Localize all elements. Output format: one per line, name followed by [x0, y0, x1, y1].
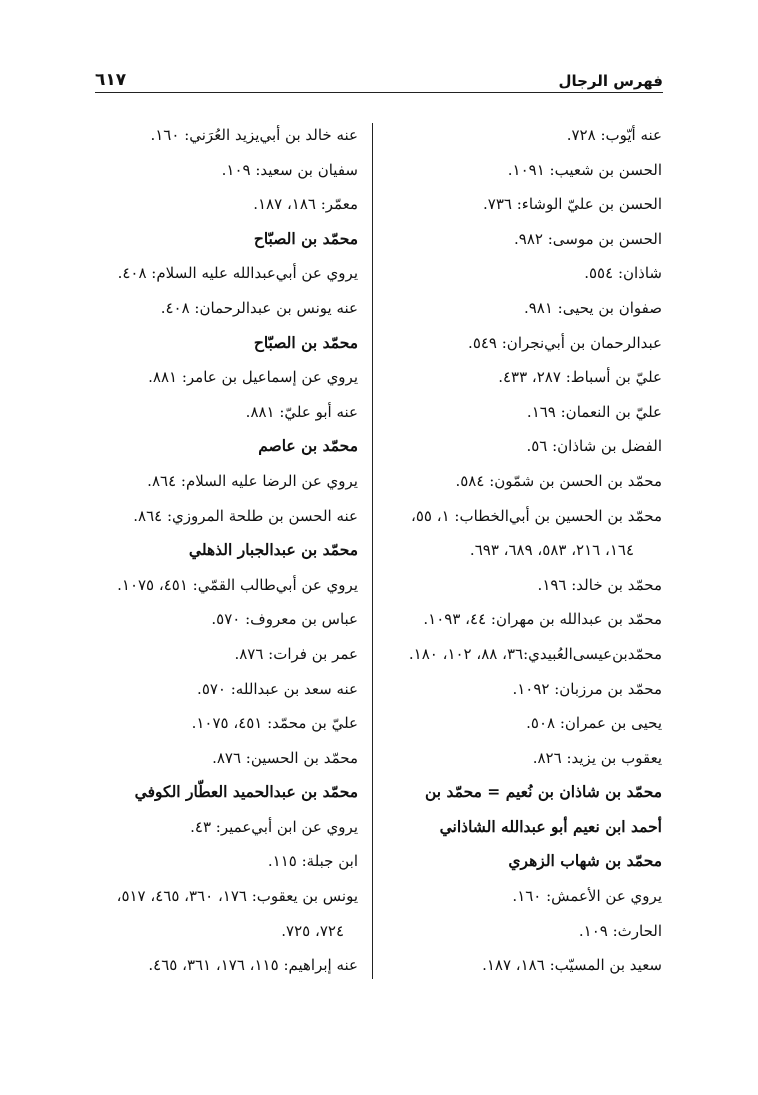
- index-entry: محمّدبن‌عيسى‌العُبيدي:٣٦، ٨٨، ١٠٢، ١٨٠.: [408, 644, 662, 663]
- index-entry: الحسن بن موسى: ٩٨٢.: [514, 229, 662, 248]
- page-number: ٦١٧: [95, 70, 127, 90]
- index-entry: محمّد بن عبدالله بن مهران: ٤٤، ١٠٩٣.: [423, 610, 662, 629]
- index-heading: محمّد بن الصبّاح: [253, 332, 358, 352]
- index-entry: عبدالرحمان بن أبي‌نجران: ٥٤٩.: [468, 333, 662, 352]
- index-heading: محمّد بن عبدالجبار الذهلي: [188, 540, 358, 560]
- index-entry: يروي عن أبي‌عبدالله عليه السلام: ٤٠٨.: [117, 264, 358, 283]
- index-entry: يونس بن يعقوب: ١٧٦، ٣٦٠، ٤٦٥، ٥١٧،: [116, 887, 358, 906]
- index-entry: سعيد بن المسيّب: ١٨٦، ١٨٧.: [482, 956, 662, 975]
- index-entry: محمّد بن الحسن بن شمّون: ٥٨٤.: [455, 471, 662, 490]
- index-entry: عليّ بن النعمان: ١٦٩.: [526, 402, 662, 421]
- index-entry: يحيى بن عمران: ٥٠٨.: [526, 714, 662, 733]
- index-heading: محمّد بن عاصم: [258, 436, 358, 456]
- index-heading: محمّد بن شاذان بن نُعيم = محمّد بن: [425, 782, 662, 802]
- index-entry: عنه أيّوب: ٧٢٨.: [566, 126, 662, 144]
- index-entry: عنه خالد بن أبي‌يزيد العُرَني: ١٦٠.: [150, 126, 358, 144]
- index-entry: الحسن بن شعيب: ١٠٩١.: [507, 160, 662, 179]
- page-header: [95, 62, 663, 90]
- index-entry: عنه إبراهيم: ١١٥، ١٧٦، ٣٦١، ٤٦٥.: [148, 956, 358, 975]
- index-entry: محمّد بن الحسين: ٨٧٦.: [212, 748, 358, 767]
- index-heading: أحمد ابن نعيم أبو عبدالله الشاذاني: [439, 816, 662, 836]
- index-entry: يروي عن أبي‌طالب القمّي: ٤٥١، ١٠٧٥.: [117, 575, 358, 594]
- index-entry: محمّد بن الحسين بن أبي‌الخطاب: ١، ٥٥،: [411, 506, 662, 525]
- index-entry: صفوان بن يحيى: ٩٨١.: [523, 298, 662, 317]
- index-entry: عليّ بن أسباط: ٢٨٧، ٤٣٣.: [498, 368, 662, 387]
- index-continuation: ٧٢٤، ٧٢٥.: [281, 921, 344, 940]
- index-entry: ابن جبلة: ١١٥.: [267, 852, 358, 871]
- index-entry: يروي عن الرضا عليه السلام: ٨٦٤.: [147, 471, 358, 490]
- index-heading: محمّد بن الصبّاح: [253, 228, 358, 248]
- index-entry: يروي عن إسماعيل بن عامر: ٨٨١.: [148, 368, 358, 387]
- index-entry: عباس بن معروف: ٥٧٠.: [211, 610, 358, 629]
- index-entry: يعقوب بن يزيد: ٨٢٦.: [532, 748, 662, 767]
- index-heading: محمّد بن شهاب الزهري: [508, 851, 662, 871]
- index-heading: محمّد بن عبدالحميد العطّار الكوفي: [134, 782, 358, 802]
- index-entry: يروي عن ابن أبي‌عمير: ٤٣.: [190, 817, 358, 836]
- index-entry: الحارث: ١٠٩.: [578, 921, 662, 940]
- index-entry: عليّ بن محمّد: ٤٥١، ١٠٧٥.: [191, 714, 358, 733]
- header-rule: [95, 92, 663, 93]
- right-column: [384, 118, 662, 983]
- index-continuation: ١٦٤، ٢١٦، ٥٨٣، ٦٨٩، ٦٩٣.: [469, 541, 634, 560]
- index-entry: محمّد بن خالد: ١٩٦.: [537, 575, 662, 594]
- column-divider: [372, 123, 373, 979]
- index-entry: عنه سعد بن عبدالله: ٥٧٠.: [197, 679, 358, 698]
- index-entry: محمّد بن مرزبان: ١٠٩٢.: [512, 679, 662, 698]
- index-entry: معمّر: ١٨٦، ١٨٧.: [253, 195, 358, 214]
- left-column: [82, 118, 358, 983]
- index-entry: عنه يونس بن عبدالرحمان: ٤٠٨.: [160, 298, 358, 317]
- index-entry: عنه أبو عليّ: ٨٨١.: [245, 402, 358, 421]
- index-entry: الحسن بن عليّ الوشاء: ٧٣٦.: [483, 195, 662, 214]
- index-entry: الفضل بن شاذان: ٥٦.: [526, 437, 662, 456]
- index-entry: عنه الحسن بن طلحة المروزي: ٨٦٤.: [133, 506, 358, 525]
- index-entry: شاذان: ٥٥٤.: [584, 264, 662, 283]
- index-entry: عمر بن فرات: ٨٧٦.: [234, 644, 358, 663]
- index-entry: يروي عن الأعمش: ١٦٠.: [512, 887, 662, 906]
- index-entry: سفيان بن سعيد: ١٠٩.: [221, 160, 358, 179]
- running-title: فهرس الرجال: [558, 72, 663, 90]
